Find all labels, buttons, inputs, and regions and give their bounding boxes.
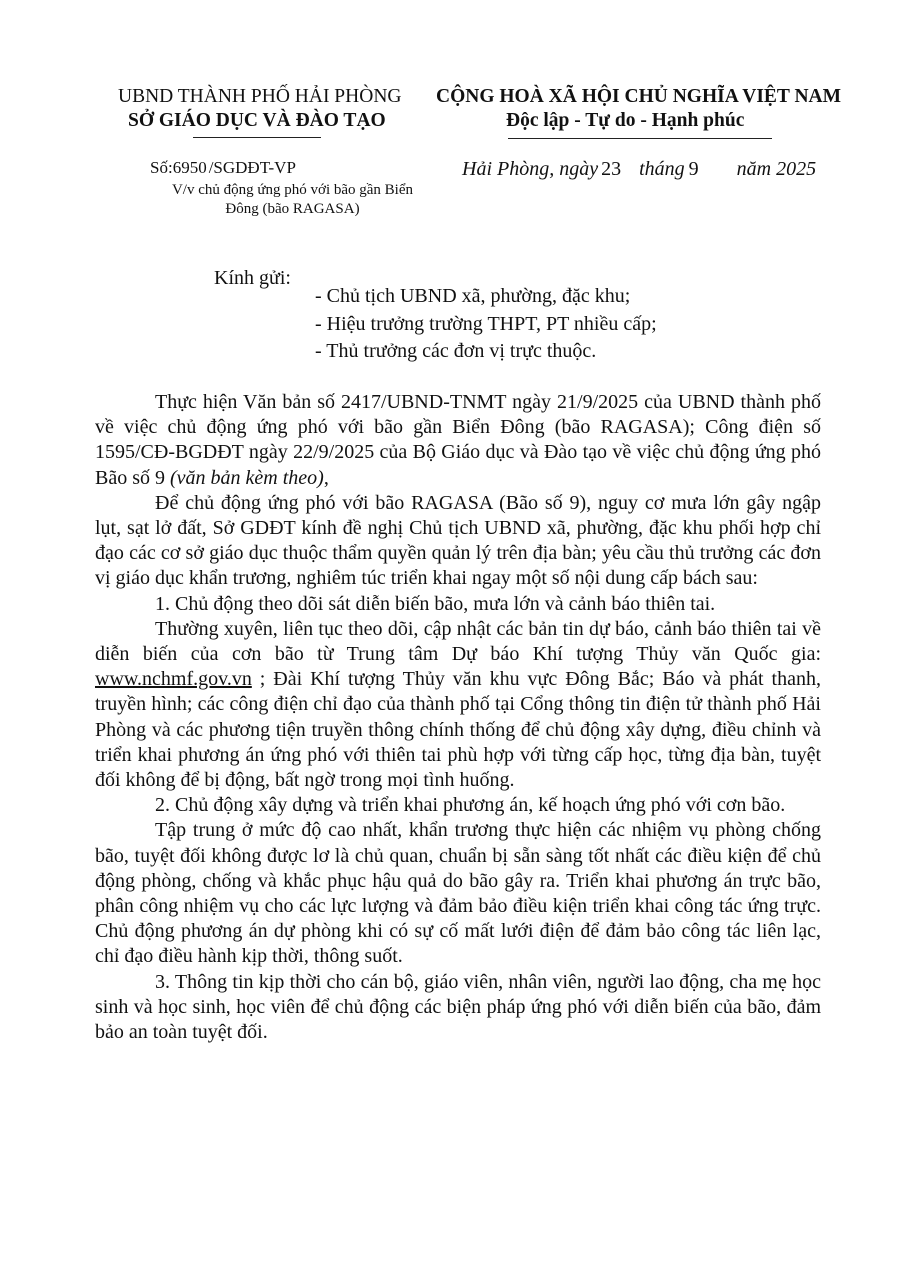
recipients-label: Kính gửi: bbox=[214, 267, 291, 289]
document-date bbox=[462, 158, 816, 181]
paragraph-monitoring bbox=[95, 617, 821, 793]
national-title: CỘNG HOÀ XÃ HỘI CHỦ NGHĨA VIỆT NAM bbox=[436, 86, 842, 107]
attachment-note: (văn bản kèm theo) bbox=[170, 466, 324, 489]
motto-underline bbox=[508, 138, 772, 139]
paragraph-text: Thường xuyên, liên tục theo dõi, cập nhật các bản tin dự báo, cảnh báo thiên tai về diễn biến của cơn bão từ Trung tâm Dự báo Khí tượng Thủy văn Quốc gia: bbox=[95, 617, 821, 666]
national-motto: Độc lập - Tự do - Hạnh phúc bbox=[506, 110, 745, 131]
paragraph-request: Để chủ động ứng phó với bão RAGASA (Bão số 9), nguy cơ mưa lớn gây ngập lụt, sạt lở đất, Sở GDĐT kính đề nghị Chủ tịch UBND xã, phường, đặc khu phối hợp chỉ đạo các cơ sở giáo dục thuộc thẩm quyền quản lý trên địa bàn; yêu cầu thủ trưởng các đơn vị giáo dục khẩn trương, nghiêm túc triển khai ngay một số nội dung cấp bách sau: bbox=[95, 491, 821, 590]
date-year: năm 2025 bbox=[736, 158, 817, 180]
document-number bbox=[150, 158, 296, 178]
issuing-agency: UBND THÀNH PHỐ HẢI PHÒNG bbox=[118, 86, 402, 107]
date-day: 23 bbox=[601, 158, 622, 180]
document-body bbox=[95, 390, 821, 1045]
paragraph-punct: , bbox=[323, 466, 329, 489]
section-heading-3: 3. Thông tin kịp thời cho cán bộ, giáo viên, nhân viên, người lao động, cha mẹ học sinh và học sinh, học viên để chủ động các biện pháp ứng phó với diễn biến của bão, đảm bảo an toàn tuyệt đối. bbox=[95, 970, 821, 1044]
paragraph-preparation: Tập trung ở mức độ cao nhất, khẩn trương thực hiện các nhiệm vụ phòng chống bão, tuyệt đối không được lơ là chủ quan, chuẩn bị sẵn sàng tốt nhất các điều kiện để chủ động phòng, chống và khắc phục hậu quả do bão gây ra. Triển khai phương án trực bão, phân công nhiệm vụ cho các lực lượng và đảm bảo điều kiện triển khai công tác ứng trực. Chủ động phương án dự phòng khi có sự cố mất lưới điện để đảm bảo công tác liên lạc, chỉ đạo điều hành kịp thời, thông suốt. bbox=[95, 819, 821, 968]
recipient-item: - Hiệu trưởng trường THPT, PT nhiều cấp; bbox=[315, 313, 657, 335]
forecast-website-link[interactable]: www.nchmf.gov.vn bbox=[95, 668, 252, 691]
paragraph-reference bbox=[95, 390, 821, 491]
section-heading-2: 2. Chủ động xây dựng và triển khai phương án, kế hoạch ứng phó với cơn bão. bbox=[155, 794, 786, 817]
section-heading-1: 1. Chủ động theo dõi sát diễn biến bão, mưa lớn và cảnh báo thiên tai. bbox=[155, 592, 716, 615]
issuing-department: SỞ GIÁO DỤC VÀ ĐÀO TẠO bbox=[128, 110, 386, 131]
document-subject: V/v chủ động ứng phó với bão gần Biển Đông (bão RAGASA) bbox=[171, 182, 414, 217]
doc-no-value: 6950 bbox=[172, 158, 207, 177]
paragraph-text: ; Đài Khí tượng Thủy văn khu vực Đông Bắc; Báo và phát thanh, truyền hình; các công điện chỉ đạo của thành phố tại Cổng thông tin điện tử thành phố Hải Phòng và các phương tiện truyền thông chính thống để chủ động xây dựng, điều chỉnh và triển khai phương án ứng phó với thiên tai phù hợp với từng cấp học, từng địa bàn, tuyệt đối không để bị động, bất ngờ trong mọi tình huống. bbox=[95, 668, 821, 792]
recipient-item: - Thủ trưởng các đơn vị trực thuộc. bbox=[315, 340, 597, 362]
doc-no-suffix: /SGDĐT-VP bbox=[208, 158, 296, 177]
date-place: Hải Phòng, ngày bbox=[462, 158, 599, 180]
doc-no-label: Số: bbox=[150, 158, 173, 177]
paragraph-text: Thực hiện Văn bản số 2417/UBND-TNMT ngày 21/9/2025 của UBND thành phố về việc chủ động ứng phó với bão gần Biển Đông (bão RAGASA); Công điện số 1595/CĐ-BGDĐT ngày 22/9/2025 của Bộ Giáo dục và Đào tạo về việc chủ động ứng phó Bão số 9 bbox=[95, 391, 821, 489]
recipient-item: - Chủ tịch UBND xã, phường, đặc khu; bbox=[315, 285, 631, 307]
date-month-label: tháng bbox=[639, 158, 685, 180]
date-month: 9 bbox=[688, 158, 699, 180]
department-underline bbox=[193, 137, 321, 138]
